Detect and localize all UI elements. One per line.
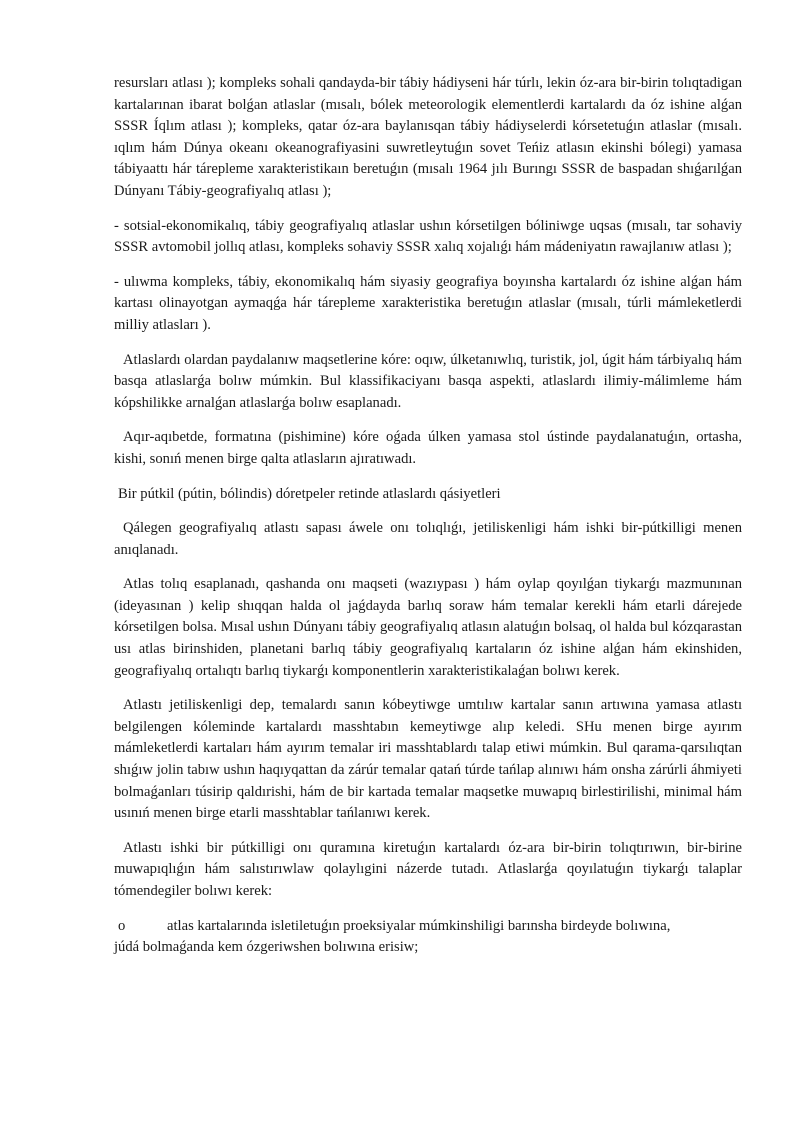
- paragraph-atlas-purposes: Atlaslardı olardan paydalanıw maqsetlerine kóre: oqıw, úlketanıwlıq, turistik, jol, úgit hám tárbiyalıq hám basqa atlaslarǵa bolıw múmkin. Bul klassifikaciyanı basqa aspekti, atlaslardı ilimiy-málimleme hám kópshilikke arnalǵan atlaslarǵa bolıw esaplanadı.: [114, 351, 742, 411]
- paragraph-atlas-completeness: Atlas tolıq esaplanadı, qashanda onı maqseti (wazıypası ) hám oylap qoyılǵan tiykarǵı mazmunınan (ideyasınan ) kelip shıqqan halda ol jaǵdayda barlıq soraw hám temalar kerekli hám etarli dárejede kórsetilgen bolsa. Mısal ushın Dúnyanı tábiy geografiyalıq atlasın alatuǵın bolsaq, ol halda bul kózqarastan usı atlas birinshiden, planetani barlıq tábiy geografiyalıq kartaların óz ishine alǵan hám ekinshiden, geografiyalıq ortalıqtı barlıq tiykarǵı komponentlerin xarakteristikalaǵan bolıwı kerek.: [114, 576, 742, 679]
- paragraph-atlas-integrity: Atlastı ishki bir pútkilligi onı quramına kiretuǵın kartalardı óz-ara bir-birin tolıqtırıwın, bir-birine muwapıqlıǵın hám salıstırıwlaw qolaylıgini názerde tutadı. Atlaslarǵa qoyılatuǵın tiykarǵı talaplar tómendegiler bolıwı kerek:: [114, 839, 742, 899]
- paragraph-socio-economic-atlases: - sotsial-ekonomikalıq, tábiy geografiyalıq atlaslar ushın kórsetilgen bóliniwge uqsas (mısalı, tar sohaviy SSSR avtomobil jollıq atlası, kompleks sohaviy SSSR xalıq xojalıǵı hám mádeniyatın rawajlanıw atlası );: [114, 217, 742, 256]
- paragraph-atlas-types-natural: resursları atlası ); kompleks sohali qandayda-bir tábiy hádiyseni hár túrlı, lekin óz-ara bir-birin tolıqtadigan kartalarınan ibarat bolǵan atlaslar (mısalı, bólek meteorologik elementlerdi kartalardı da óz ishine alǵan SSSR Íqlım atlası ); kompleks, qatar óz-ara baylanısqan tábiy hádiyselerdi kórsetetuǵın atlaslar (mısalı. ıqlım hám Dúnya okeanı okeanografiyasini suwretleytuǵın sovet Teńiz atlasın ekinshi bólegi) yamasa tábiyaattı hár tárepleme xarakteristikaın beretuǵın (mısalı 1964 jılı Burıngı SSSR de baspadan shıǵarılǵan Dúnyanı Tábiy-geografiyalıq atlası );: [114, 75, 742, 199]
- document-page: [114, 73, 742, 959]
- list-item-first-line: atlas kartalarında isletiletuǵın proeksiyalar múmkinshiligi barınsha birdeyde bolıwına,: [167, 917, 671, 934]
- paragraph-atlas-formats: Aqır-aqıbetde, formatına (pishimine) kóre oǵada úlken yamasa stol ústinde paydalanatuǵın, ortasha, kishi, sonıń menen birge qalta atlasların ajıratıwadı.: [114, 429, 742, 467]
- list-bullet-marker: o: [118, 917, 126, 934]
- section-heading-atlas-properties: Bir pútkil (pútin, bólindis) dóretpeler retinde atlaslardı qásiyetleri: [118, 485, 501, 502]
- paragraph-general-complex-atlases: - ulıwma kompleks, tábiy, ekonomikalıq hám siyasiy geografiya boyınsha kartalardı óz ishine alǵan hám kartası olinayotgan aymaqǵa hár tárepleme xarakteristika beretuǵın atlaslar (mısalı, túrli mámleketlerdi milliy atlasları ).: [114, 273, 742, 333]
- paragraph-atlas-perfection: Atlastı jetiliskenligi dep, temalardı sanın kóbeytiwge umtılıw kartalar sanın artıwına yamasa atlastı belgilengen kóleminde kartalardı masshtabın kemeytiwge alıp keledi. SHu menen birge ayırım mámleketlerdi kartaları hám ayırım temalar iri masshtablardı talap etiwi múmkin. Bul qarama-qarsılıqtan shıǵıw jolin tabıw ushın haqıyqattan da zárúr temalar qatań túrde tańlap alınıwı hám onsha zárúrli áhmiyeti bolmaǵanları túsirip qaldırishi, hám de bir kartada temalar maqsetke muwapıq birlestirilishi, minimal hám usınıń menen birge etarli masshtablar tańlanıwı kerek.: [114, 697, 742, 822]
- list-item-continuation: júdá bolmaǵanda kem ózgeriwshen bolıwına erisiw;: [114, 939, 419, 956]
- list-item-projections: [114, 916, 742, 938]
- paragraph-atlas-quality: Qálegen geografiyalıq atlastı sapası áwele onı tolıqlıǵı, jetiliskenligi hám ishki bir-pútkilligi menen anıqlanadı.: [114, 520, 742, 558]
